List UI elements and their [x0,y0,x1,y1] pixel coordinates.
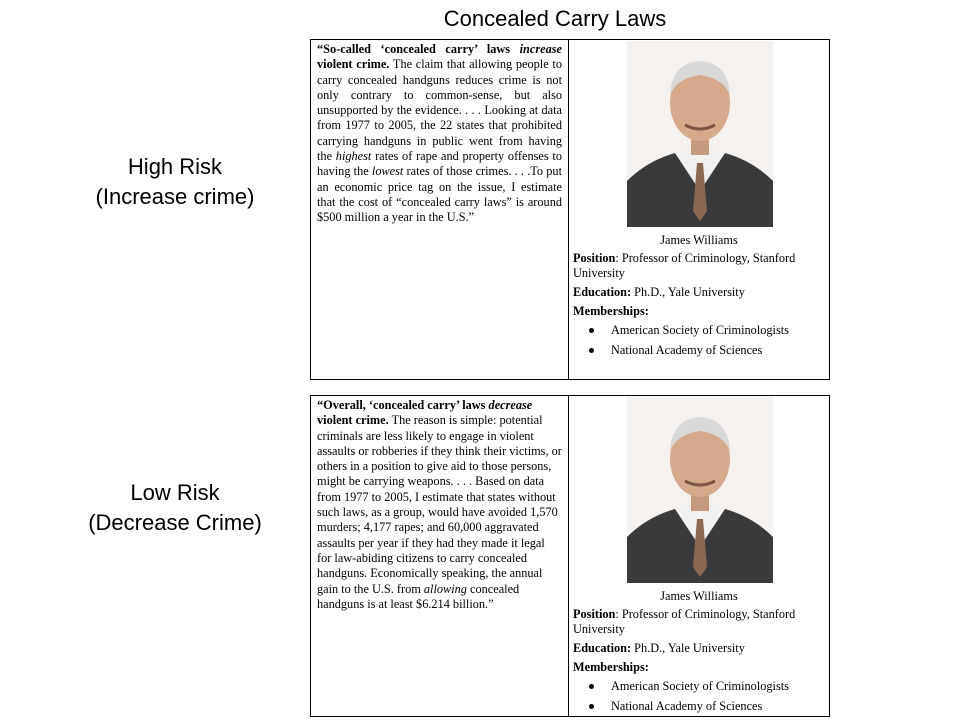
high-risk-bio [569,40,829,379]
bio-name: James Williams [660,589,738,603]
high-risk-quote-lead: “So-called ‘concealed carry’ laws increase violent crime. [317,42,562,72]
bio-details [573,607,825,719]
bio-education: Education: Ph.D., Yale University [573,641,745,655]
low-risk-card [310,395,830,717]
low-risk-label-line1: Low Risk [130,480,220,505]
membership-item: American Society of Criminologists [589,679,825,694]
bio-memberships-label: Memberships: [573,660,649,674]
high-risk-label [60,152,290,212]
bio-position: Position: Professor of Criminology, Stanford University [573,251,796,280]
low-risk-label [60,478,290,538]
low-risk-quote-lead: “Overall, ‘concealed carry’ laws decrease violent crime. [317,398,533,428]
portrait-image [627,397,773,583]
portrait-image [627,41,773,227]
bio-memberships-label: Memberships: [573,304,649,318]
bio-memberships-list [573,323,825,358]
high-risk-quote: “So-called ‘concealed carry’ laws increase violent crime. The claim that allowing people to carry concealed handguns reduces crime is not only contrary to common-sense, but also unsupported by the evidence. . . . Looking at data from 1977 to 2005, the 22 states that prohibited carrying handguns in public went from having the highest rates of rape and property offenses to having the lowest rates of those crimes. . . .To put an economic price tag on the issue, I estimate that the cost of “concealed carry laws” is around $500 million a year in the U.S.” [311,40,569,379]
low-risk-bio [569,396,829,716]
high-risk-label-line2: (Increase crime) [95,184,255,209]
membership-item: American Society of Criminologists [589,323,825,338]
bio-name: James Williams [660,233,738,247]
bio-details [573,251,825,363]
bio-education: Education: Ph.D., Yale University [573,285,745,299]
low-risk-quote: “Overall, ‘concealed carry’ laws decrease violent crime. The reason is simple: potential criminals are less likely to engage in violent assaults or robberies if they think their victims, or others in a position to give aid to those persons, might be carrying weapons. . . . Based on data from 1977 to 2005, I estimate that states without such laws, as a group, would have avoided 1,570 murders; 4,177 rapes; and 60,000 aggravated assaults per year if they had they made it legal for law-abiding citizens to carry concealed handguns. Economically speaking, the annual gain to the U.S. from allowing concealed handguns is at least $6.214 billion.” [311,396,569,716]
high-risk-card [310,39,830,380]
bio-memberships-list [573,679,825,714]
membership-item: National Academy of Sciences [589,699,825,714]
bio-position: Position: Professor of Criminology, Stanford University [573,607,796,636]
slide-title: Concealed Carry Laws [443,6,667,31]
high-risk-label-line1: High Risk [127,154,223,179]
low-risk-label-line2: (Decrease Crime) [88,510,262,535]
membership-item: National Academy of Sciences [589,343,825,358]
